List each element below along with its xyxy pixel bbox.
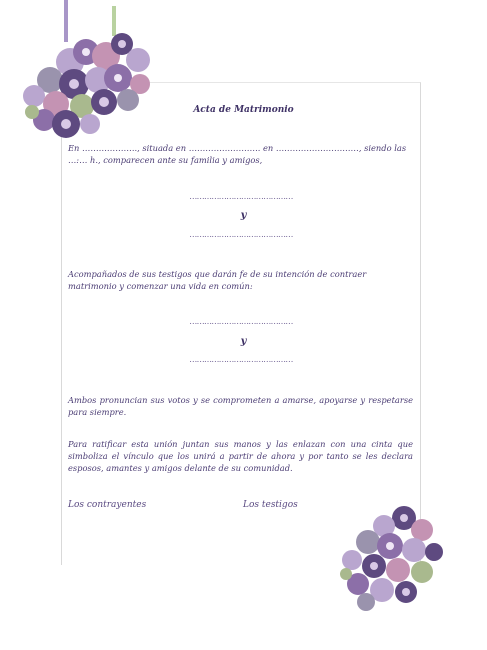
top-flower-cluster-icon xyxy=(10,0,160,145)
ribbon-paragraph: Para ratificar esta unión juntan sus manos y las enlazan con una cinta que simboliza el vínculo que los unirá a partir de ahora y por tanto se les declara esposos, amantes y amigos delante de su comunidad. xyxy=(68,439,413,473)
witnesses-signature-label: Los testigos xyxy=(243,500,298,510)
bottom-flower-cluster-icon xyxy=(330,500,450,620)
spouse-blank-4: …………………………………… xyxy=(189,355,293,364)
spouse-blank-2: …………………………………… xyxy=(189,230,293,239)
document-title: Acta de Matrimonio xyxy=(193,105,294,115)
spouses-signature-label: Los contrayentes xyxy=(68,500,147,510)
conjunction-y: y xyxy=(240,210,247,221)
spouse-blank-1: …………………………………… xyxy=(189,192,293,201)
spouse-blank-3: …………………………………… xyxy=(189,317,293,326)
witnesses-paragraph: Acompañados de sus testigos que darán fe de su intención de contraer matrimonio y comenzar una vida en común: xyxy=(68,269,367,291)
vows-paragraph: Ambos pronuncian sus votos y se comprometen a amarse, apoyarse y respetarse para siempre. xyxy=(68,395,413,417)
intro-paragraph: En ……………….., situada en …………………….. en …………………………, siendo las …:… h., comparecen ante su familia y amigos, xyxy=(68,143,407,165)
conjunction-y: y xyxy=(240,336,247,347)
